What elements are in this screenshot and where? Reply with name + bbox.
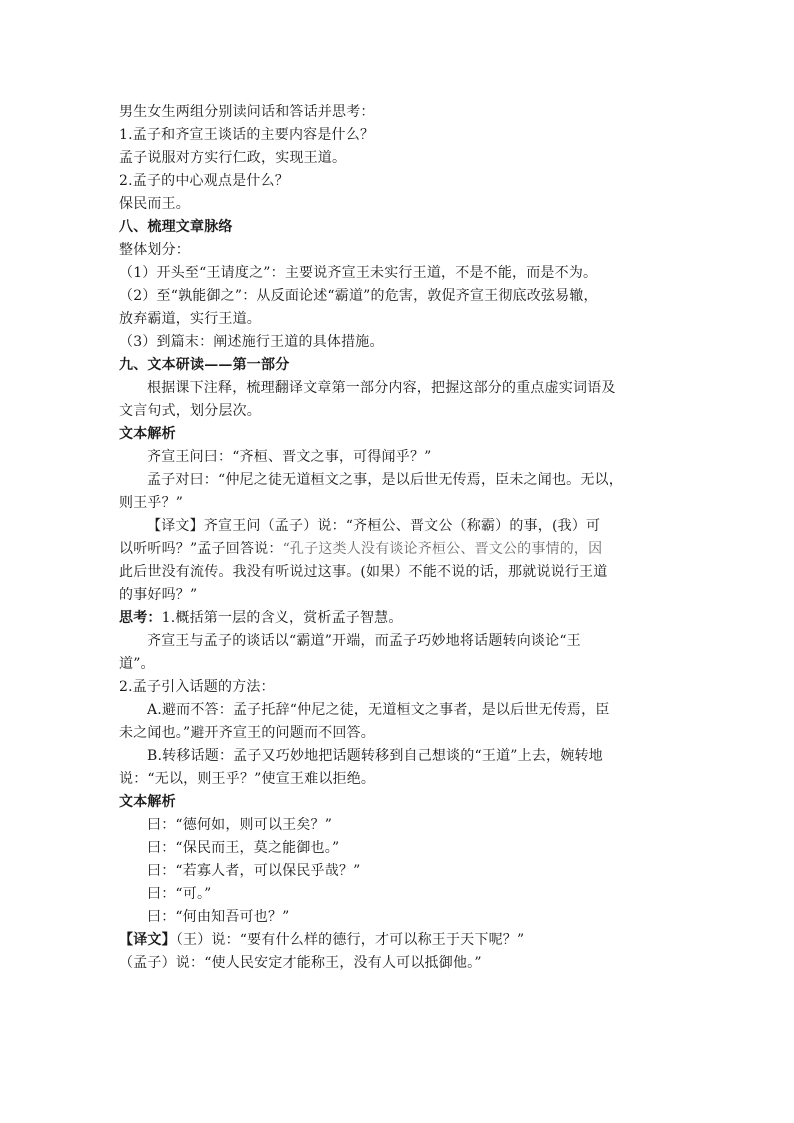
translation-line: 以听听吗？”孟子回答说：“孔子这类人没有谈论齐桓公、晋文公的事情的，因 (119, 541, 603, 557)
translation-quote: “孔子这类人没有谈论齐桓公、晋文公的事情的，因 (282, 541, 603, 557)
question-1: 1.孟子和齐宣王谈话的主要内容是什么？ (119, 127, 375, 143)
method-a: A.避而不答：孟子托辞“仲尼之徒，无道桓文之事者，是以后世无传焉，臣 (147, 702, 610, 718)
division-item-3: （3）到篇末：阐述施行王道的具体措施。 (119, 334, 384, 350)
answer-2: 保民而王。 (119, 196, 190, 212)
dialogue-line: 曰：“可。” (147, 886, 212, 902)
task-paragraph-cont: 文言句式，划分层次。 (119, 403, 261, 419)
think-label: 思考： (119, 610, 162, 626)
original-text-line-cont: 则王乎？” (119, 495, 184, 511)
think-question-2: 2.孟子引入话题的方法： (119, 679, 275, 695)
think-answer: 齐宣王与孟子的谈话以“霸道”开端，而孟子巧妙地将话题转向谈论“王 (147, 633, 581, 649)
dialogue-line: 曰：“保民而王，莫之能御也。” (147, 840, 340, 856)
translation-label: 【译文】 (119, 932, 176, 948)
method-b-cont: 说：“无以，则王乎？”使宣王难以拒绝。 (119, 771, 376, 787)
text-analysis-heading-2: 文本解析 (119, 794, 176, 810)
instruction-line: 男生女生两组分别读问话和答话并思考： (119, 104, 375, 120)
overall-division-label: 整体划分： (119, 242, 190, 258)
answer-1: 孟子说服对方实行仁政，实现王道。 (119, 150, 347, 166)
translation-line-3: （孟子）说：“使人民安定才能称王，没有人可以抵御他。” (119, 955, 482, 971)
section-heading-8: 八、梳理文章脉络 (119, 219, 233, 235)
translation-line-2: 【译文】（王）说：“要有什么样的德行，才可以称王于天下呢？” (119, 932, 525, 948)
section-heading-9: 九、文本研读——第一部分 (119, 357, 290, 373)
division-item-1: （1）开头至“王请度之”：主要说齐宣王未实行王道，不是不能，而是不为。 (119, 265, 598, 281)
text-analysis-heading: 文本解析 (119, 426, 176, 442)
translation-line: 此后世没有流传。我没有听说过这事。(如果）不能不说的话，那就说说行王道 (119, 564, 608, 580)
method-a-cont: 未之闻也。”避开齐宣王的问题而不回答。 (119, 725, 375, 741)
task-paragraph: 根据课下注释，梳理翻译文章第一部分内容，把握这部分的重点虚实词语及 (147, 380, 616, 396)
original-text-line: 齐宣王问曰：“齐桓、晋文之事，可得闻乎？” (147, 449, 432, 465)
question-2: 2.孟子的中心观点是什么？ (119, 173, 289, 189)
translation-line-end: 的事好吗？” (119, 587, 198, 603)
think-answer-cont: 道”。 (119, 656, 155, 672)
dialogue-line: 曰：“何由知吾可也？” (147, 909, 290, 925)
translation-line: 【译文】齐宣王问（孟子）说：“齐桓公、晋文公（称霸）的事，(我）可 (147, 518, 601, 534)
think-question-1: 思考：1.概括第一层的含义，赏析孟子智慧。 (119, 610, 403, 626)
division-item-2: （2）至“孰能御之”：从反面论述“霸道”的危害，敦促齐宣王彻底改弦易辙， (119, 288, 598, 304)
original-text-line: 孟子对曰：“仲尼之徒无道桓文之事，是以后世无传焉，臣未之闻也。无以， (147, 472, 623, 488)
dialogue-line: 曰：“德何如，则可以王矣？” (147, 817, 333, 833)
division-item-2-cont: 放弃霸道，实行王道。 (119, 311, 261, 327)
dialogue-line: 曰：“若寡人者，可以保民乎哉？” (147, 863, 361, 879)
method-b: B.转移话题：孟子又巧妙地把话题转移到自己想谈的“王道”上去，婉转地 (147, 748, 603, 764)
